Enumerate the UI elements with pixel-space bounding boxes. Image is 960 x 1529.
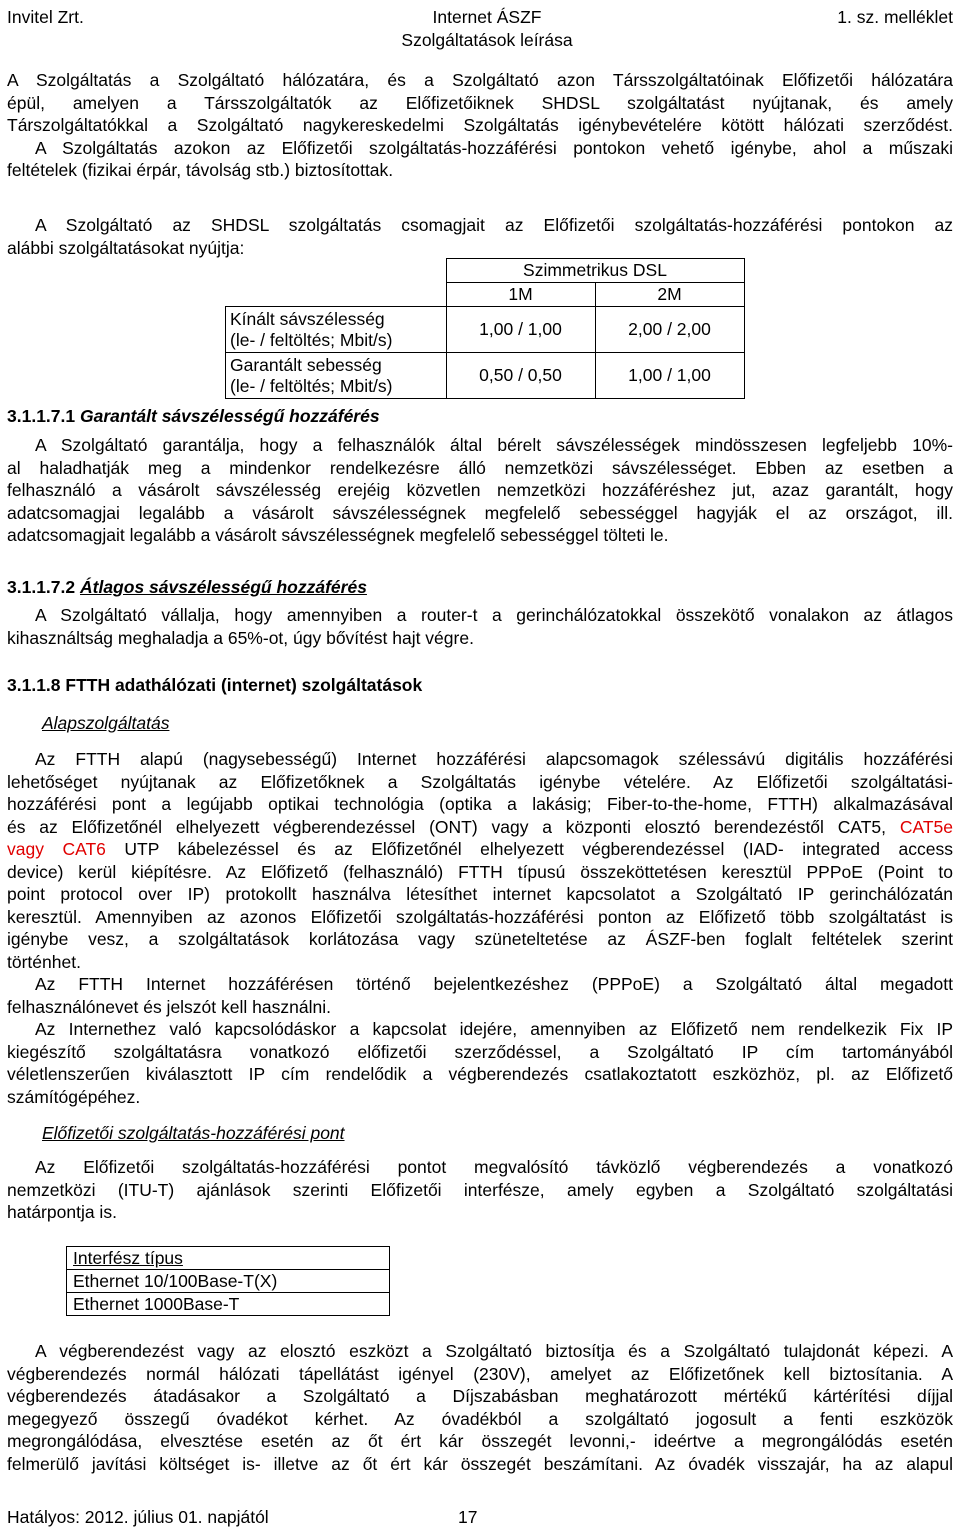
text-line: adatcsomagjai legalább a vásárolt sávszélességnek megfelelő sebességgel hagyják el az országot, ill. [7,502,953,523]
highlight-cat6: vagy CAT6 [7,839,106,859]
row-label-line: Garantált sebesség [230,354,382,375]
text-line: épül, amelyen a Társszolgáltatók az Előfizetőiknek SHDSL szolgáltatást nyújtanak, és amely [7,92,953,113]
subheading-access-point: Előfizetői szolgáltatás-hozzáférési pont [42,1123,345,1143]
table-cell: 1,00 / 1,00 [446,307,595,353]
text-line: A Szolgáltató az SHDSL szolgáltatás csomagjait az Előfizetői szolgáltatás-hozzáférési pontokon az [35,215,953,235]
text-line: A végberendezést vagy az elosztó eszközt a Szolgáltató biztosítja és a Szolgáltató tulajdonát képezi. A [35,1341,953,1361]
text-line: felmerülő javítási költséget is- illetve az őt ért kár összegét beszámítani. Az óvadék visszajár, ha az alapul [7,1453,953,1474]
text-line: device) kerül kiépítésre. Az Előfizető (felhasználó) FTTH típusú összeköttetésen keresztül PPPoE (Point to [7,861,953,882]
text-line: megrongálódása, elvesztése esetén az őt ért kár összegét levonni,- ideértve a megrongálódás esetén [7,1431,953,1451]
header-doc-subtitle: Szolgáltatások leírása [401,29,573,50]
row-label-line: Kínált sávszélesség [230,308,385,329]
text-line: point protocol over IP) protokollt használva létesíthet internet kapcsolatot a Szolgáltató IP gerinchálózatán [7,884,953,904]
paragraph-terminal-equipment [7,1340,953,1475]
table-cell: Ethernet 1000Base-T [67,1293,390,1316]
text-line: alábbi szolgáltatásokat nyújtja: [7,237,245,258]
text-line: keresztül. Amennyiben az azonos Előfizetői szolgáltatás-hozzáférési ponton az Előfizető több szolgáltatást is [7,906,953,927]
text-line: határpontja is. [7,1202,117,1222]
text-line: kihasználtság meghaladja a 65%-ot, úgy bővítést hajt végre. [7,627,474,648]
section-heading-3-1-1-7-2 [7,576,367,599]
section-heading-3-1-1-7-1 [7,405,380,428]
row-label-line: (le- / feltöltés; Mbit/s) [230,329,393,350]
table-cell: 1,00 / 1,00 [595,353,744,399]
table-cell: 2,00 / 2,00 [595,307,744,353]
row-label-line: (le- / feltöltés; Mbit/s) [230,375,393,396]
table-row [226,353,745,399]
section-heading-3-1-1-8: 3.1.1.8 FTTH adathálózati (internet) szolgáltatások [7,675,423,695]
text-line: Társzolgáltatókkal a Szolgáltató nagykereskedelmi Szolgáltatás igénybevételére kötött hálózati szerződést. [7,115,953,135]
row-label [226,307,447,353]
page-header [7,6,953,50]
text-line: Az Előfizetői szolgáltatás-hozzáférési pontot megvalósító távközlő végberendezés a vonatkozó [35,1157,953,1177]
table-group-header: Szimmetrikus DSL [446,259,744,283]
table-header: Interfész típus [67,1247,390,1270]
paragraph-access-point [7,1156,953,1224]
text-line: megegyező összegű óvadékot kérhet. Az óvadékból a szolgáltató jogosult a fenti eszközök [7,1408,953,1429]
table-row [67,1293,390,1316]
paragraph-shdsl-network [7,69,953,182]
table-row [67,1270,390,1293]
text-line: lehetőséget nyújtanak az Előfizetőknek a Szolgáltatás igénybe vételére. Az Előfizetői szolgáltatási- [7,771,953,792]
header-company: Invitel Zrt. [7,7,84,27]
table-row [226,307,745,353]
highlight-cat5e: CAT5e [899,816,953,837]
table-col-header: 2M [595,283,744,307]
text-line: történhet. [7,951,81,972]
paragraph-shdsl-packages [7,214,953,259]
text-line [7,816,953,839]
table-cell: 0,50 / 0,50 [446,353,595,399]
header-annex: 1. sz. melléklet [837,7,953,27]
text-line: végberendezés átadásakor a Szolgáltató a Díjszabásban meghatározott mértékű kártérítési díjjal [7,1386,953,1406]
text-line: számítógépéhez. [7,1086,141,1107]
text-line: adatcsomagjait legalább a vásárolt sávszélességnek megfelelő sebességgel tölteti le. [7,525,669,545]
text-line: al haladhatják meg a mindenkor rendelkezésre álló nemzetközi sávszélességet. Ebben az esetben a [7,457,953,478]
interface-table [66,1246,390,1316]
text-line: Az FTTH alapú (nagysebességű) Internet hozzáférési alapcsomagok szélessávú digitális hozzáférési [35,749,953,769]
text-line: felhasználó a vásárolt sávszélesség erejéig közvetlen nemzetközi hozzáféréshez jut, azaz garantált, hogy [7,480,953,500]
subheading-basic-service: Alapszolgáltatás [42,713,170,733]
page-number: 17 [458,1507,478,1527]
text-line: kiegészítő szolgáltatásra vonatkozó előfizetői szerződéssel, a Szolgáltató IP cím tartományából [7,1041,953,1062]
text-line: végberendezés normál hálózati tápellátást igényel (230V), amelyet az Előfizetőnek kell biztosítania. A [7,1363,953,1384]
table-col-header: 1M [446,283,595,307]
text-line: nemzetközi (ITU-T) ajánlások szerinti Előfizetői interfésze, amely egyben a Szolgáltató szolgáltatási [7,1179,953,1200]
text-line [7,838,953,861]
text-line: Az FTTH Internet hozzáférésen történő bejelentkezéshez (PPPoE) a Szolgáltató által megadott [35,974,953,994]
paragraph-average-bandwidth [7,604,953,649]
text-line: igénybe vesz, a szolgáltatások korlátozása vagy szüneteltetése az ÁSZF-ben foglalt feltételek szerint [7,929,953,949]
text-line: A Szolgáltató vállalja, hogy amennyiben a router-t a gerinchálózatokkal összekötő vonalakon az átlagos [35,605,953,625]
paragraph-guaranteed-bandwidth [7,434,953,547]
text-span: UTP kábelezéssel és az Előfizetőnél elhelyezett végberendezéssel (IAD- integrated access [124,839,953,859]
header-doc-title: Internet ÁSZF [432,7,542,27]
section-number: 3.1.1.7.2 [7,577,76,597]
text-line: A Szolgáltatás a Szolgáltató hálózatára, és a Szolgáltató azon Társszolgáltatóinak Előfizetői hálózatára [7,70,953,90]
section-number: 3.1.1.7.1 [7,406,76,426]
text-line: hozzáférési pont a legújabb optikai technológia (optika a lakásig; Fiber-to-the-home, FTTH) alkalmazásával [7,794,953,814]
header-center [387,6,587,51]
footer-effective-date: Hatályos: 2012. július 01. napjától [7,1507,269,1527]
text-line: A Szolgáltatás azokon az Előfizetői szolgáltatás-hozzáférési pontokon vehető igénybe, ahol a műszaki [35,137,953,158]
row-label [226,353,447,399]
text-line: feltételek (fizikai érpár, távolság stb.) biztosítottak. [7,160,394,180]
text-line: Az Internethez való kapcsolódáskor a kapcsolat idejére, amennyiben az Előfizető nem rendelkezik Fix IP [35,1019,953,1039]
paragraph-ftth-basic [7,748,953,1108]
section-title: Átlagos sávszélességű hozzáférés [80,577,367,597]
text-line: felhasználónevet és jelszót kell használni. [7,996,331,1017]
text-line: A Szolgáltató garantálja, hogy a felhasználók által bérelt sávszélességek mindösszesen legfeljebb 10%- [35,435,953,455]
text-span: és az Előfizetőnél elhelyezett végberendezéssel (ONT) vagy a központi elosztó berendezéstől CAT5, [7,816,887,837]
table-cell: Ethernet 10/100Base-T(X) [67,1270,390,1293]
dsl-speed-table [225,258,745,399]
text-line: véletlenszerűen kiválasztott IP cím rendelődik a végberendezés csatlakoztatott eszközhöz, pl. az Előfizető [7,1064,953,1084]
section-title: Garantált sávszélességű hozzáférés [80,406,380,426]
